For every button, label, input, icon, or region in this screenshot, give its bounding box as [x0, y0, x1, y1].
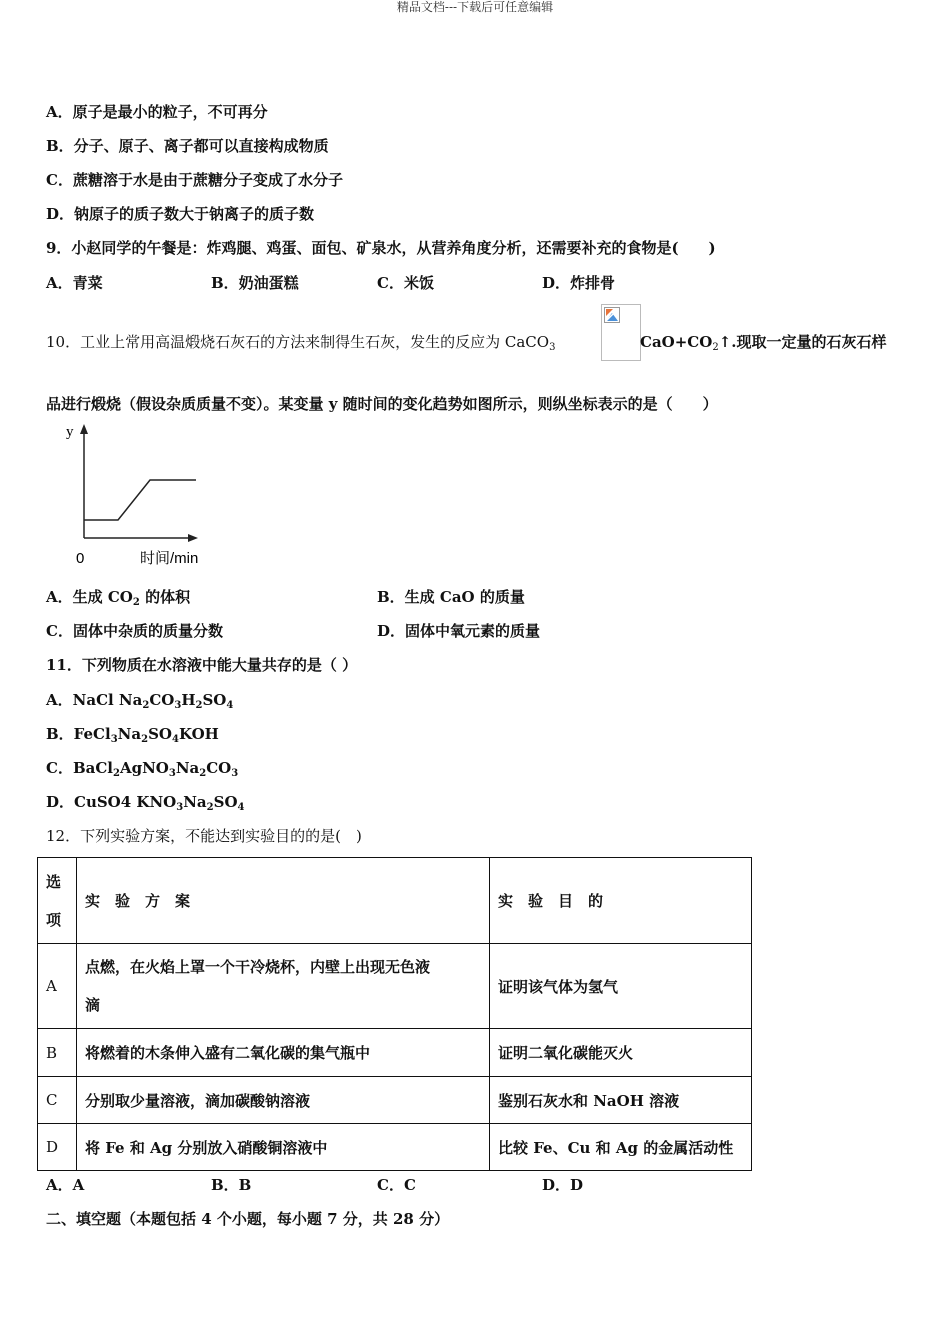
- row-plan: [77, 1029, 490, 1077]
- row-goal-text: 证明该气体为氢气: [498, 977, 619, 996]
- row-option: D: [38, 1124, 77, 1171]
- y-axis-label: y: [66, 424, 74, 440]
- q10-option-a-post: 的体积: [139, 588, 191, 606]
- broken-image-icon: [604, 307, 620, 323]
- formula-subscript: 3: [176, 802, 184, 813]
- q9-option-c: C．米饭: [377, 274, 434, 292]
- q10-sub1: 3: [549, 342, 556, 353]
- formula-subscript: 4: [237, 802, 245, 813]
- q11-option-a: [46, 690, 233, 710]
- q10-option-b: B．生成 CaO 的质量: [377, 588, 525, 606]
- formula-subscript: 2: [112, 768, 120, 779]
- row-plan-text: 将燃着的木条伸入盛有二氧化碳的集气瓶中: [85, 1044, 371, 1062]
- row-plan: [77, 1124, 490, 1171]
- trend-curve: [84, 480, 196, 520]
- formula-subscript: 2: [199, 768, 207, 779]
- q10-stem-part2: CaO+CO: [640, 333, 713, 351]
- formula-subscript: 3: [110, 734, 118, 745]
- x-axis-label: 时间/min: [140, 550, 199, 567]
- formula-subscript: 3: [231, 768, 239, 779]
- row-goal: [490, 1029, 752, 1077]
- formula-text: KOH: [178, 725, 219, 743]
- row-goal-text: 比较 Fe、Cu 和 Ag 的金属活动性: [498, 1138, 734, 1157]
- header-option-b: 项: [46, 910, 62, 929]
- q8-option-b: B．分子、原子、离子都可以直接构成物质: [46, 137, 329, 155]
- q12-option-a: A．A: [46, 1176, 85, 1194]
- q10-option-a-sub: 2: [132, 597, 140, 608]
- formula-subscript: 2: [141, 734, 149, 745]
- row-goal-text: 证明二氧化碳能灭火: [498, 1044, 634, 1062]
- header-plan-text: 实 验 方 案: [85, 892, 191, 910]
- q9-option-d: D．炸排骨: [542, 274, 616, 292]
- formula-subscript: 4: [226, 700, 234, 711]
- table-row: [38, 1029, 752, 1077]
- row-goal: [490, 1077, 752, 1124]
- q10-graph: [62, 420, 222, 570]
- header-goal: [490, 858, 752, 944]
- q10-stem-part1: 10．工业上常用高温煅烧石灰石的方法来制得生石灰，发生的反应为 CaCO: [46, 333, 550, 351]
- q8-option-a: A．原子是最小的粒子，不可再分: [46, 103, 268, 121]
- row-plan: [77, 1077, 490, 1124]
- row-goal: [490, 944, 752, 1029]
- q11-option-c: [46, 758, 238, 778]
- formula-text: SO: [213, 793, 238, 811]
- q9-option-a: A．青菜: [46, 274, 103, 292]
- origin-label: 0: [76, 550, 85, 567]
- formula-subscript: 2: [206, 802, 214, 813]
- reaction-condition-image: [601, 304, 641, 361]
- formula-text: SO: [148, 725, 172, 743]
- row-plan-text: 分别取少量溶液，滴加碳酸钠溶液: [85, 1091, 311, 1110]
- formula-text: C．BaCl: [46, 759, 113, 777]
- section-2-title: 二、填空题（本题包括 4 个小题，每小题 7 分，共 28 分）: [46, 1210, 450, 1228]
- q11-stem: 11．下列物质在水溶液中能大量共存的是（ ）: [46, 656, 358, 674]
- q10-option-a: [46, 587, 190, 607]
- q12-option-c: C．C: [377, 1176, 416, 1194]
- formula-subscript: 3: [174, 700, 182, 711]
- q10-option-a-text: A．生成 CO: [46, 588, 133, 606]
- q10-sub2: 2: [712, 342, 719, 353]
- q8-option-d: D．钠原子的质子数大于钠离子的质子数: [46, 205, 315, 223]
- row-plan-line1: 点燃，在火焰上罩一个干冷烧杯，内壁上出现无色液: [85, 958, 431, 976]
- header-plan: [77, 858, 490, 944]
- formula-subscript: 4: [171, 734, 179, 745]
- y-axis-arrow: [80, 424, 88, 434]
- q10-stem-part3: ↑.现取一定量的石灰石样: [718, 333, 887, 351]
- row-option: C: [38, 1077, 77, 1124]
- table-header-row: [38, 858, 752, 944]
- q10-stem-line1: [46, 332, 555, 352]
- formula-text: Na: [117, 725, 142, 743]
- row-option: B: [38, 1029, 77, 1077]
- q8-option-c: C．蔗糖溶于水是由于蔗糖分子变成了水分子: [46, 171, 343, 189]
- formula-text: Na: [183, 793, 207, 811]
- formula-text: B．FeCl: [46, 725, 111, 743]
- table-row: [38, 944, 752, 1029]
- formula-text: CO: [206, 759, 232, 777]
- formula-text: CO: [149, 691, 175, 709]
- header-goal-text: 实 验 目 的: [498, 892, 604, 910]
- q12-option-d: D．D: [542, 1176, 584, 1194]
- q10-stem-line2: 品进行煅烧（假设杂质质量不变）。某变量 y 随时间的变化趋势如图所示，则纵坐标表示的是（ ）: [46, 395, 718, 413]
- q10-option-d: D．固体中氧元素的质量: [377, 622, 541, 640]
- q12-experiment-table: [37, 857, 752, 1171]
- q9-stem: 9．小赵同学的午餐是：炸鸡腿、鸡蛋、面包、矿泉水，从营养角度分析，还需要补充的食物是( ): [46, 239, 716, 257]
- table-row: [38, 1077, 752, 1124]
- q12-stem: 12．下列实验方案，不能达到实验目的的是( ): [46, 827, 362, 845]
- table-row: [38, 1124, 752, 1171]
- header-option-a: 选: [46, 872, 62, 891]
- header-option: [38, 858, 77, 944]
- formula-text: SO: [202, 691, 227, 709]
- q9-option-b: B．奶油蛋糕: [211, 274, 299, 292]
- page-header: 精品文档---下载后可任意编辑: [396, 0, 554, 14]
- formula-subscript: 2: [142, 700, 150, 711]
- row-plan-line2: 滴: [85, 996, 101, 1014]
- formula-text: Na: [175, 759, 200, 777]
- q10-stem-line1-tail: [640, 332, 886, 352]
- q12-option-b: B．B: [211, 1176, 252, 1194]
- row-plan-text: 将 Fe 和 Ag 分别放入硝酸铜溶液中: [85, 1138, 328, 1157]
- formula-subscript: 3: [168, 768, 176, 779]
- formula-text: D．CuSO4 KNO: [46, 793, 177, 811]
- row-goal: [490, 1124, 752, 1171]
- q11-option-d: [46, 792, 244, 812]
- row-option: A: [38, 944, 77, 1029]
- formula-text: A．NaCl Na: [46, 691, 143, 709]
- row-goal-text: 鉴别石灰水和 NaOH 溶液: [498, 1091, 680, 1110]
- formula-subscript: 2: [195, 700, 203, 711]
- formula-text: H: [181, 691, 196, 709]
- q10-option-c: C．固体中杂质的质量分数: [46, 622, 223, 640]
- row-plan: [77, 944, 490, 1029]
- x-axis-arrow: [188, 534, 198, 542]
- q11-option-b: [46, 724, 219, 744]
- formula-text: AgNO: [119, 759, 169, 777]
